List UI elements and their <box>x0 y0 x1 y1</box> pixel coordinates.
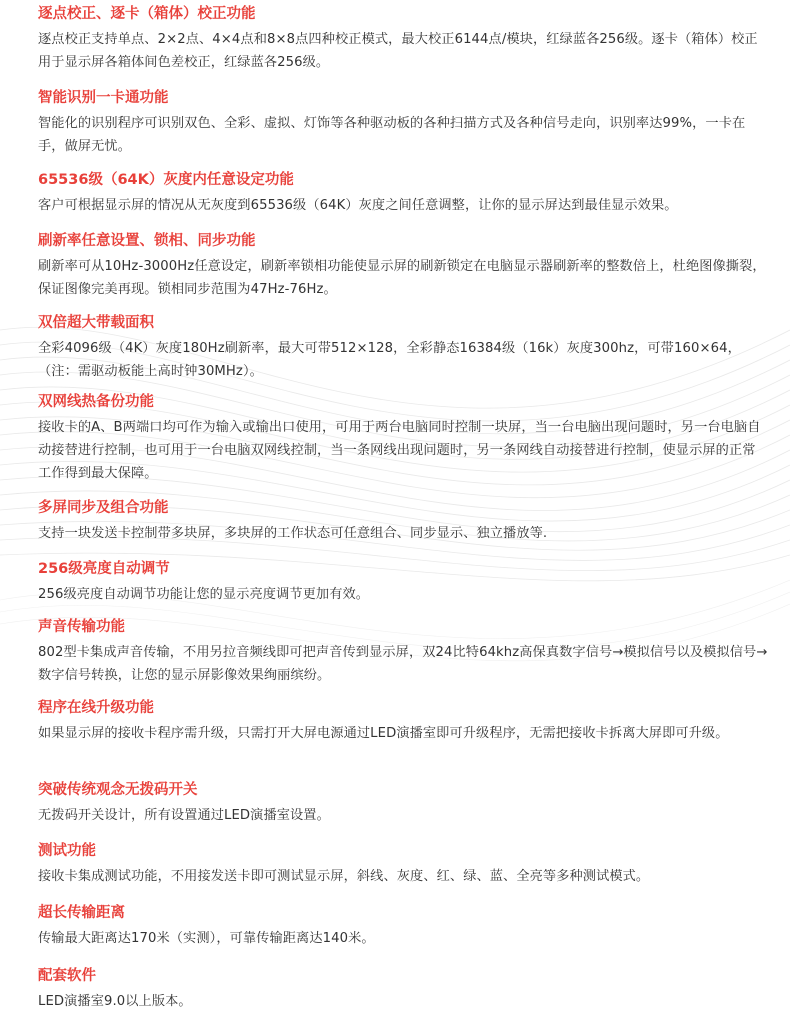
feature-section <box>38 392 768 485</box>
feature-title: 智能识别一卡通功能 <box>38 90 169 106</box>
feature-description: 如果显示屏的接收卡程序需升级，只需打开大屏电源通过LED演播室即可升级程序，无需把接收卡拆离大屏即可升级。 <box>38 726 729 741</box>
feature-description: 逐点校正支持单点、2×2点、4×4点和8×8点四种校正模式，最大校正6144点/模块，红绿蓝各256级。逐卡（箱体）校正用于显示屏各箱体间色差校正，红绿蓝各256级。 <box>38 32 758 70</box>
feature-description: LED演播室9.0以上版本。 <box>38 994 192 1009</box>
feature-section <box>38 88 768 158</box>
feature-title: 配套软件 <box>38 968 96 984</box>
feature-title: 多屏同步及组合功能 <box>38 500 169 516</box>
feature-section <box>38 966 768 1013</box>
feature-section <box>38 170 768 217</box>
feature-title: 测试功能 <box>38 843 96 859</box>
feature-description: 802型卡集成声音传输，不用另拉音频线即可把声音传到显示屏，双24比特64khz高保真数字信号→模拟信号以及模拟信号→数字信号转换，让您的显示屏影像效果绚丽缤纷。 <box>38 645 768 683</box>
feature-title: 突破传统观念无拨码开关 <box>38 782 198 798</box>
feature-description: 256级亮度自动调节功能让您的显示亮度调节更加有效。 <box>38 587 370 602</box>
feature-section <box>38 498 768 545</box>
feature-section <box>38 559 768 606</box>
feature-section <box>38 698 768 745</box>
feature-description: 刷新率可从10Hz-3000Hz任意设定，刷新率锁相功能使显示屏的刷新锁定在电脑显示器刷新率的整数倍上，杜绝图像撕裂，保证图像完美再现。锁相同步范围为47Hz-76Hz。 <box>38 259 766 297</box>
feature-section <box>38 780 768 827</box>
feature-description: 全彩4096级（4K）灰度180Hz刷新率，最大可带512×128，全彩静态16384级（16k）灰度300hz，可带160×64，（注：需驱动板能上高时钟30MHz）。 <box>38 341 741 379</box>
feature-title: 双网线热备份功能 <box>38 394 154 410</box>
feature-description: 支持一块发送卡控制带多块屏，多块屏的工作状态可任意组合、同步显示、独立播放等. <box>38 526 548 541</box>
feature-section <box>38 231 768 301</box>
feature-title: 256级亮度自动调节 <box>38 561 170 577</box>
feature-title: 逐点校正、逐卡（箱体）校正功能 <box>38 6 256 22</box>
feature-section <box>38 841 768 888</box>
feature-title: 超长传输距离 <box>38 905 125 921</box>
feature-title: 程序在线升级功能 <box>38 700 154 716</box>
feature-title: 声音传输功能 <box>38 619 125 635</box>
feature-title: 刷新率任意设置、锁相、同步功能 <box>38 233 256 249</box>
feature-title: 65536级（64K）灰度内任意设定功能 <box>38 172 294 188</box>
feature-section <box>38 903 768 950</box>
feature-description: 智能化的识别程序可识别双色、全彩、虚拟、灯饰等各种驱动板的各种扫描方式及各种信号走向，识别率达99%，一卡在手，做屏无忧。 <box>38 116 746 154</box>
feature-section <box>38 4 768 74</box>
feature-description: 无拨码开关设计，所有设置通过LED演播室设置。 <box>38 808 330 823</box>
feature-description: 客户可根据显示屏的情况从无灰度到65536级（64K）灰度之间任意调整，让你的显示屏达到最佳显示效果。 <box>38 198 678 213</box>
feature-title: 双倍超大带载面积 <box>38 315 154 331</box>
feature-description: 传输最大距离达170米（实测），可靠传输距离达140米。 <box>38 931 375 946</box>
feature-description: 接收卡集成测试功能，不用接发送卡即可测试显示屏，斜线、灰度、红、绿、蓝、全亮等多种测试模式。 <box>38 869 650 884</box>
feature-section <box>38 617 768 687</box>
feature-section <box>38 313 768 383</box>
feature-description: 接收卡的A、B两端口均可作为输入或输出口使用，可用于两台电脑同时控制一块屏，当一台电脑出现问题时，另一台电脑自动接替进行控制，也可用于一台电脑双网线控制，当一条网线出现问题时，另一条网线自动接替进行控制，使显示屏的正常工作得到最大保障。 <box>38 420 761 481</box>
